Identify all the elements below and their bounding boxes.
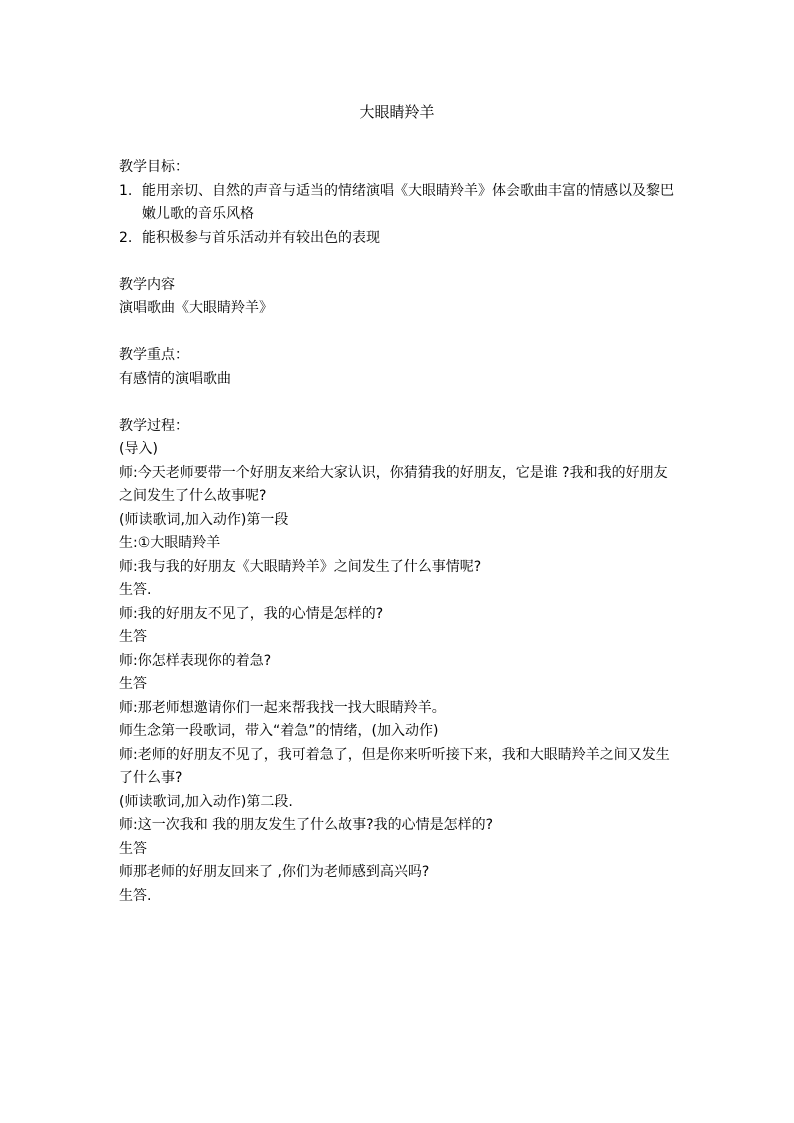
goal-text: 能用亲切、自然的声音与适当的情绪演唱《大眼睛羚羊》体会歌曲丰富的情感以及黎巴嫩儿歌的音乐风格 <box>142 182 674 222</box>
process-line: 师:这一次我和 我的朋友发生了什么故事?我的心情是怎样的? <box>119 817 494 833</box>
spacer <box>119 250 679 274</box>
process-line: 生答. <box>119 582 152 598</box>
document-body <box>119 156 679 908</box>
content-heading: 教学内容 <box>119 276 175 293</box>
process-line: 师:我与我的好朋友《大眼睛羚羊》之间发生了什么事情呢? <box>119 558 482 575</box>
process-line: 师:那老师想邀请你们一起来帮我找一找大眼睛羚羊。 <box>119 699 446 716</box>
focus-heading: 教学重点： <box>119 347 189 363</box>
goal-item <box>119 180 679 227</box>
spacer <box>119 391 679 415</box>
process-heading: 教学过程： <box>119 417 189 434</box>
focus-text: 有感情的演唱歌曲 <box>119 370 231 387</box>
process-line: 生答 <box>119 629 147 645</box>
process-line: 生:①大眼睛羚羊 <box>119 535 221 551</box>
process-line: 师:你怎样表现你的着急? <box>119 652 272 669</box>
goal-text: 能积极参与首乐活动并有较出色的表现 <box>142 229 380 246</box>
process-line: 师:老师的好朋友不见了，我可着急了，但是你来听听接下来，我和大眼睛羚羊之间又发生了什么事? <box>119 746 670 786</box>
goal-number: 1. <box>119 182 133 199</box>
process-line: 生答. <box>119 887 152 904</box>
goal-number: 2. <box>119 229 133 246</box>
process-line: (导入) <box>119 441 158 457</box>
process-line: 师:今天老师要带一个好朋友来给大家认识，你猜猜我的好朋友，它是谁 ?我和我的好朋友之间发生了什么故事呢? <box>119 464 668 504</box>
goal-item <box>119 227 679 251</box>
process-line: 师:我的好朋友不见了，我的心情是怎样的? <box>119 605 384 622</box>
process-line: (师读歌词,加入动作)第一段 <box>119 511 289 528</box>
process-line: 师生念第一段歌词，带入“着急”的情绪，(加入动作) <box>119 723 439 739</box>
process-line: 生答 <box>119 676 147 692</box>
process-line: 师那老师的好朋友回来了 ,你们为老师感到高兴吗? <box>119 864 430 880</box>
process-line: (师读歌词,加入动作)第二段. <box>119 793 293 810</box>
spacer <box>119 321 679 345</box>
document-title: 大眼睛羚羊 <box>359 103 435 121</box>
process-line: 生答 <box>119 840 147 857</box>
content-text: 演唱歌曲《大眼睛羚羊》 <box>119 300 273 316</box>
goals-heading: 教学目标： <box>119 159 189 175</box>
